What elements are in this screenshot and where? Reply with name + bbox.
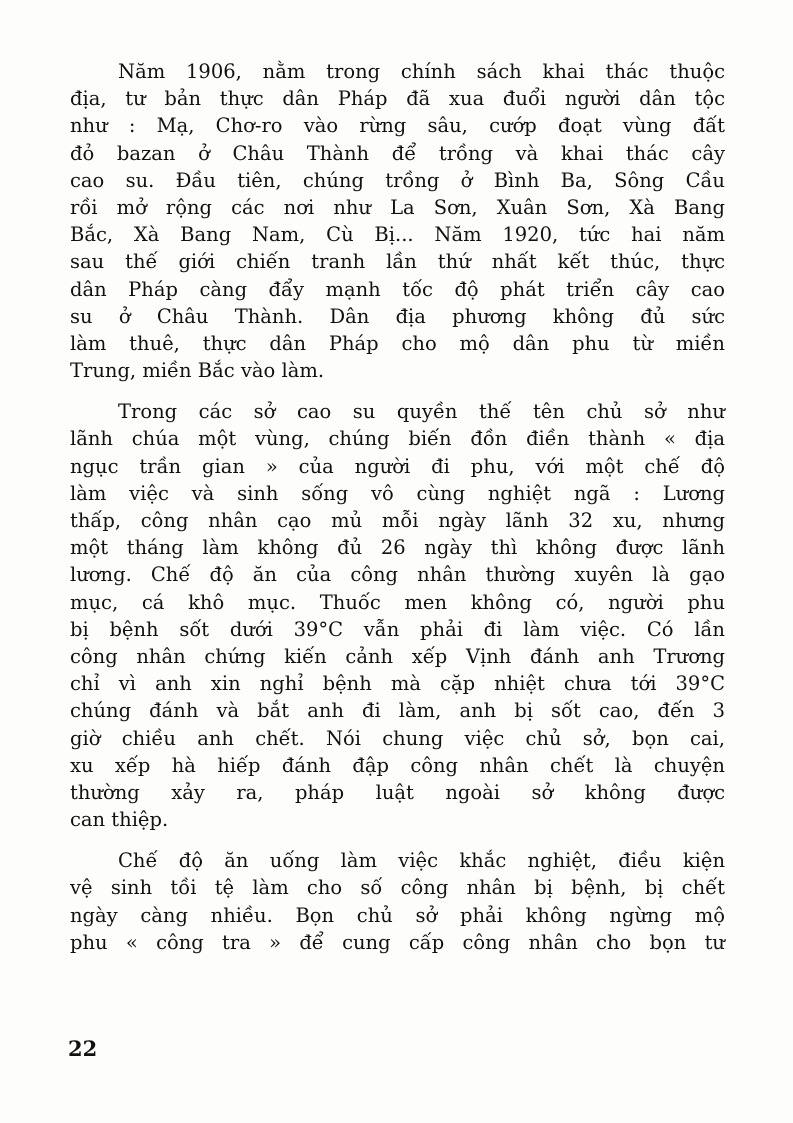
text-line: một tháng làm không đủ 26 ngày thì không được lãnh [70,536,725,560]
paragraph-1 [70,58,725,384]
text-line: ngục trần gian » của người đi phu, với một chế độ [70,454,725,478]
text-line: lương. Chế độ ăn của công nhân thường xuyên là gạo [70,563,725,587]
text-line: xu xếp hà hiếp đánh đập công nhân chết là chuyện [70,753,725,777]
text-line: rồi mở rộng các nơi như La Sơn, Xuân Sơn, Xà Bang [70,195,725,219]
text-line: Bắc, Xà Bang Nam, Cù Bị... Năm 1920, tức hai năm [70,223,725,247]
text-line: thường xảy ra, pháp luật ngoài sở không được [70,780,725,804]
text-line: dân Pháp càng đẩy mạnh tốc độ phát triển cây cao [70,277,725,301]
page-number: 22 [68,1036,98,1061]
text-line: Trung, miền Bắc vào làm. [70,359,325,383]
text-line: chúng đánh và bắt anh đi làm, anh bị sốt cao, đến 3 [70,699,725,723]
text-line: địa, tư bản thực dân Pháp đã xua đuổi người dân tộc [70,87,725,111]
text-line: như : Mạ, Chơ-ro vào rừng sâu, cướp đoạt vùng đất [70,114,725,138]
text-line: Chế độ ăn uống làm việc khắc nghiệt, điều kiện [118,849,725,873]
text-line: Trong các sở cao su quyền thế tên chủ sở như [118,400,725,424]
text-line: Năm 1906, nằm trong chính sách khai thác thuộc [118,60,725,83]
text-line: phu « công tra » để cung cấp công nhân cho bọn tư [70,930,725,954]
text-line: giờ chiều anh chết. Nói chung việc chủ sở, bọn cai, [70,726,725,750]
text-line: bị bệnh sốt dưới 39°C vẫn phải đi làm việc. Có lần [70,617,725,641]
text-line: su ở Châu Thành. Dân địa phương không đủ sức [70,304,725,328]
text-line: vệ sinh tồi tệ làm cho số công nhân bị bệnh, bị chết [70,876,725,900]
paragraph-2 [70,398,725,833]
text-line: công nhân chứng kiến cảnh xếp Vịnh đánh anh Trương [70,644,725,668]
text-line: sau thế giới chiến tranh lần thứ nhất kết thúc, thực [70,250,725,274]
body-text [70,58,725,956]
text-line: làm việc và sinh sống vô cùng nghiệt ngã : Lương [70,481,725,505]
paragraph-3 [70,847,725,956]
text-line: ngày càng nhiều. Bọn chủ sở phải không ngừng mộ [70,903,725,927]
text-line: can thiệp. [70,808,169,832]
text-line: thấp, công nhân cạo mủ mỗi ngày lãnh 32 xu, nhưng [70,509,725,532]
text-line: làm thuê, thực dân Pháp cho mộ dân phu từ miền [70,331,725,355]
text-line: lãnh chúa một vùng, chúng biến đồn điền thành « địa [70,427,725,451]
text-line: mục, cá khô mục. Thuốc men không có, người phu [70,590,725,614]
text-line: đỏ bazan ở Châu Thành để trồng và khai thác cây [70,141,725,165]
text-line: chỉ vì anh xin nghỉ bệnh mà cặp nhiệt chưa tới 39°C [70,672,725,696]
text-line: cao su. Đầu tiên, chúng trồng ở Bình Ba, Sông Cầu [70,168,725,192]
